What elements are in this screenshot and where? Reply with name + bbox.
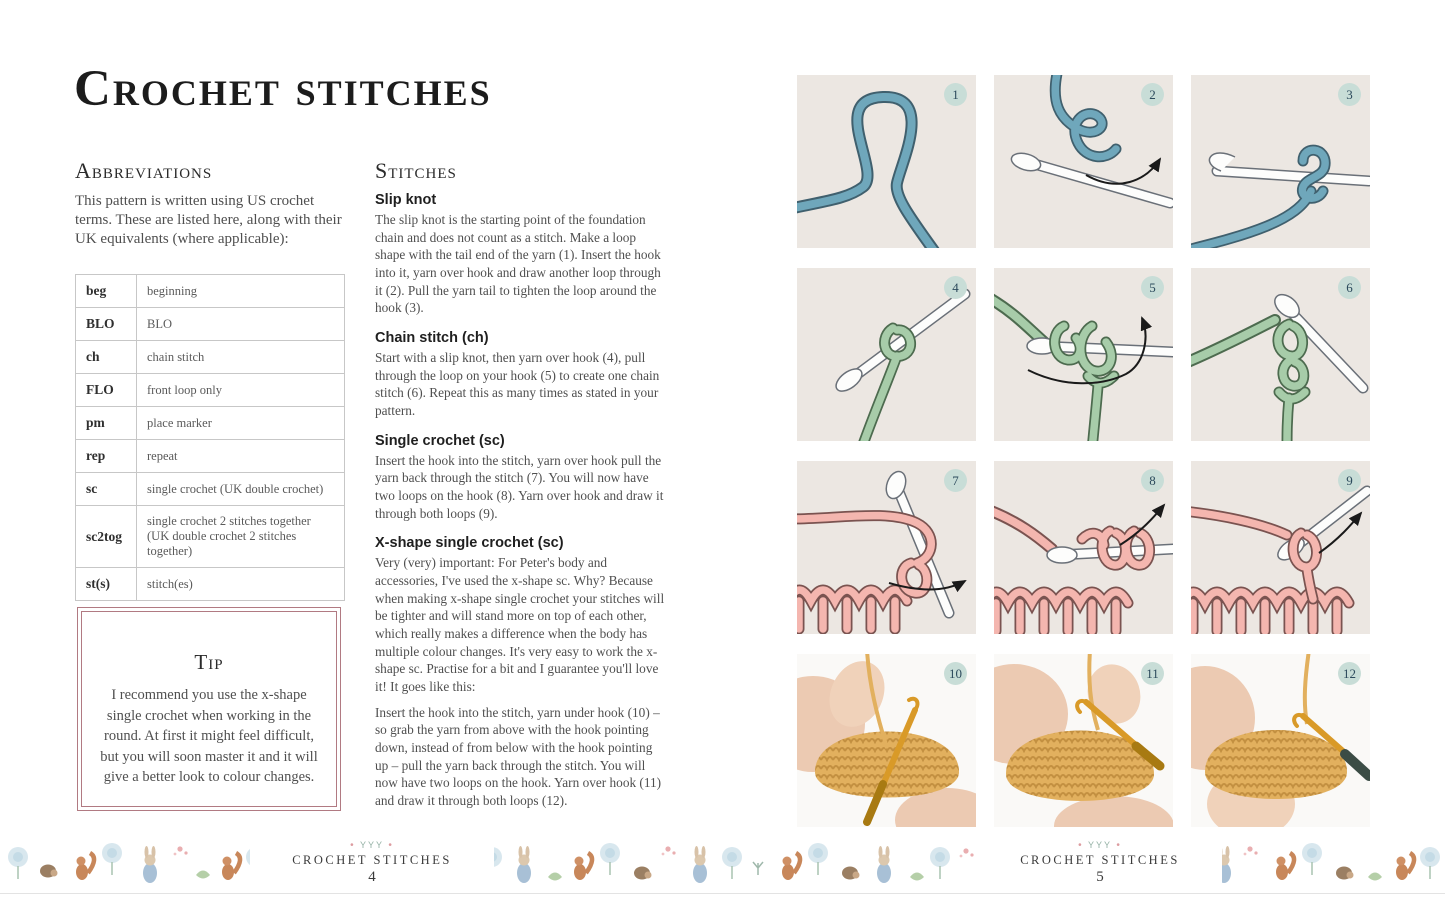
page-number: 5 (1096, 869, 1104, 885)
abbr-meaning: repeat (137, 440, 345, 473)
abbr-meaning: chain stitch (137, 341, 345, 374)
step-number-badge: 2 (1141, 83, 1164, 106)
abbr-meaning: BLO (137, 308, 345, 341)
abbreviations-table (75, 274, 345, 601)
step-number-badge: 7 (944, 469, 967, 492)
step-number-badge: 11 (1141, 662, 1164, 685)
table-row (76, 275, 345, 308)
abbr-key: beg (76, 275, 137, 308)
page-title: Crochet stitches (74, 61, 492, 117)
abbr-key: FLO (76, 374, 137, 407)
abbr-key: BLO (76, 308, 137, 341)
abbr-key: pm (76, 407, 137, 440)
step-number-badge: 8 (1141, 469, 1164, 492)
footer-section-label: CROCHET STITCHES (292, 853, 452, 867)
abbr-key: ch (76, 341, 137, 374)
step-panel-9 (1191, 461, 1370, 634)
footer-sprig-motif: • YYY • (350, 840, 394, 851)
table-row (76, 308, 345, 341)
step-number-badge: 3 (1338, 83, 1361, 106)
abbr-key: rep (76, 440, 137, 473)
step-panel-12 (1191, 654, 1370, 827)
step-number-badge: 10 (944, 662, 967, 685)
abbr-meaning: front loop only (137, 374, 345, 407)
table-row (76, 568, 345, 601)
step-panel-1 (797, 75, 976, 248)
step-number-badge: 1 (944, 83, 967, 106)
table-row (76, 374, 345, 407)
section-title: Slip knot (375, 192, 437, 208)
tip-text: I recommend you use the x-shape single crochet when working in the round. At first it might feel difficult, but you will soon master it and it will give a better look to colour changes. (100, 687, 318, 786)
footer-sprig-motif: • YYY • (1078, 840, 1122, 851)
section-paragraph: Insert the hook into the stitch, yarn over hook pull the yarn back through the stitch (7). You will now have two loops on the hook (8). Yarn over hook and draw it through both loops (9). (375, 452, 664, 521)
decorative-border (0, 827, 1445, 894)
step-panel-7 (797, 461, 976, 634)
step-number-badge: 9 (1338, 469, 1361, 492)
footer-left (250, 836, 494, 888)
table-row (76, 407, 345, 440)
tip-box (77, 607, 341, 811)
table-row (76, 341, 345, 374)
abbr-meaning: single crochet 2 stitches together (UK double crochet 2 stitches together) (137, 506, 345, 568)
stitches-column (375, 192, 667, 818)
abbreviations-intro: This pattern is written using US crochet terms. These are listed here, along with their UK equivalents (where applicable): (75, 193, 342, 248)
footer-section-label: CROCHET STITCHES (1020, 853, 1180, 867)
section-title: Chain stitch (ch) (375, 330, 489, 347)
abbr-meaning: beginning (137, 275, 345, 308)
step-panel-10 (797, 654, 976, 827)
step-panel-11 (994, 654, 1173, 827)
section-title: Single crochet (sc) (375, 432, 505, 449)
table-row (76, 440, 345, 473)
abbr-key: sc (76, 473, 137, 506)
section-title: X-shape single crochet (sc) (375, 535, 564, 552)
abbr-meaning: place marker (137, 407, 345, 440)
tip-heading: Tip (194, 650, 224, 674)
table-row (76, 473, 345, 506)
step-number-badge: 12 (1338, 662, 1361, 685)
table-row (76, 506, 345, 568)
step-number-badge: 5 (1141, 276, 1164, 299)
abbr-key: sc2tog (76, 506, 137, 568)
step-panel-8 (994, 461, 1173, 634)
section-paragraph: Insert the hook into the stitch, yarn under hook (10) – so grab the yarn from above with the hook pointing down, instead of from below with the hook pointing up – pull the yarn back through the stitch. You will now have two loops on the hook. Yarn over hook (11) and draw it through both loops (12). (375, 704, 662, 809)
footer-right (978, 836, 1222, 888)
step-panel-4 (797, 268, 976, 441)
stitches-heading: Stitches (375, 158, 457, 183)
step-panel-grid (797, 75, 1370, 827)
step-panel-3 (1191, 75, 1370, 248)
step-number-badge: 4 (944, 276, 967, 299)
section-paragraph: Start with a slip knot, then yarn over hook (4), pull through the loop on your hook (5) to create one chain stitch (6). Repeat this as many times as stated in your pattern. (375, 350, 660, 419)
abbr-key: st(s) (76, 568, 137, 601)
abbr-meaning: single crochet (UK double crochet) (137, 473, 345, 506)
decorative-border-illustrations (0, 827, 1445, 893)
step-number-badge: 6 (1338, 276, 1361, 299)
step-panel-5 (994, 268, 1173, 441)
abbreviations-heading: Abbreviations (75, 158, 213, 183)
step-panel-6 (1191, 268, 1370, 441)
section-paragraph: The slip knot is the starting point of the foundation chain and does not count as a stitch. Make a loop shape with the tail end of the yarn (1). Insert the hook into it, yarn over hook and draw another loop through it (2). Pull the yarn tail to tighten the loop around the hook (3). (375, 212, 661, 316)
section-paragraph: Very (very) important: For Peter's body and accessories, I've used the x-shape sc. Why? Because when making x-shape single crochet your stitches will be tighter and will stand more on top of each other, which really makes a difference when the body has multiple colour changes. It's very easy to work the x-shape sc. Practise for a bit and I guarantee you'll love it! It goes like this: (375, 555, 665, 695)
page-number: 4 (368, 869, 376, 885)
abbr-meaning: stitch(es) (137, 568, 345, 601)
step-panel-2 (994, 75, 1173, 248)
